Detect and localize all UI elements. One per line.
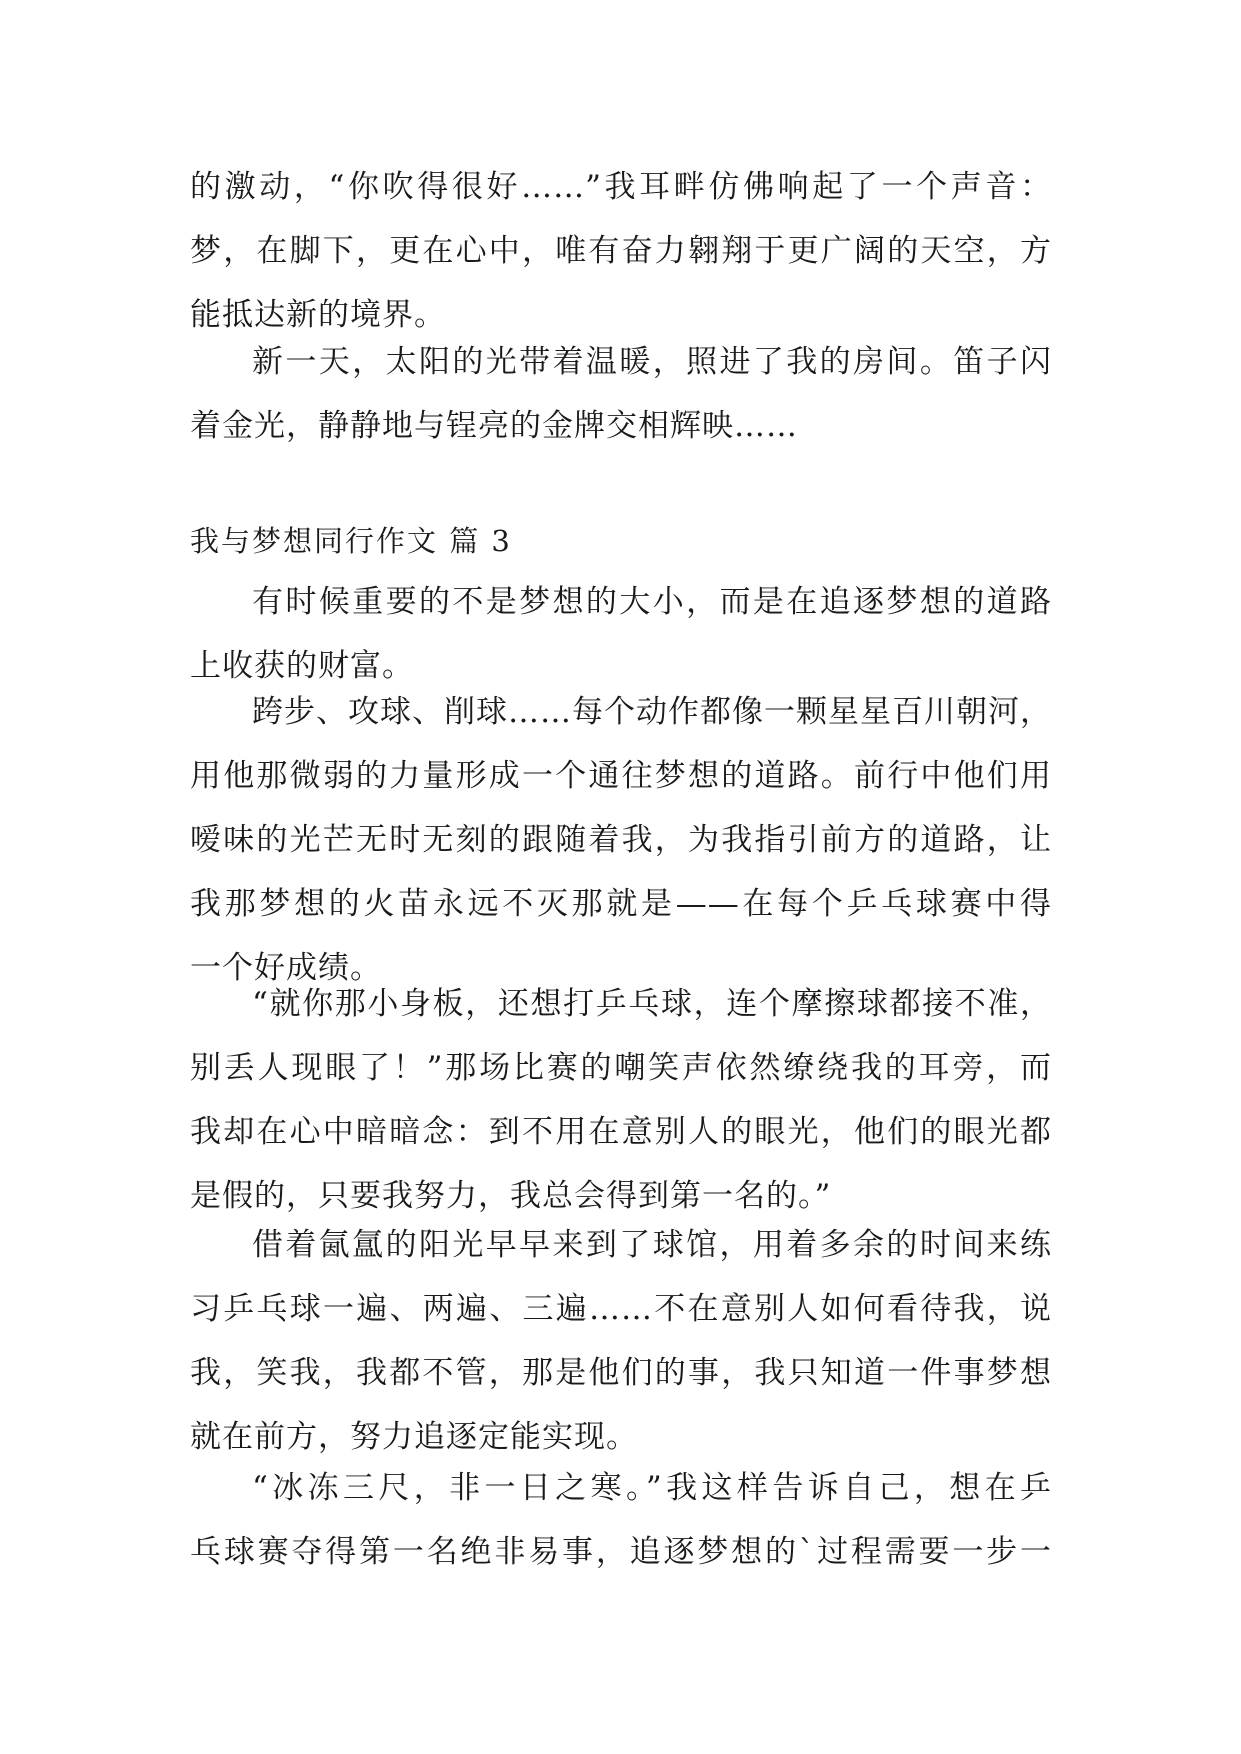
text-line: 乓球赛夺得第一名绝非易事，追逐梦想的`过程需要一步一 xyxy=(190,1534,1052,1570)
text-line: 有时候重要的不是梦想的大小，而是在追逐梦想的道路 xyxy=(252,584,1052,620)
essay-paragraph-5 xyxy=(190,1456,1052,1584)
text-line: 着金光，静静地与锃亮的金牌交相辉映…… xyxy=(190,408,798,444)
text-line: 就在前方，努力追逐定能实现。 xyxy=(190,1419,638,1455)
text-line: 跨步、攻球、削球……每个动作都像一颗星星百川朝河， xyxy=(252,694,1052,730)
essay-paragraph-1 xyxy=(190,570,1052,698)
paragraph-continuation xyxy=(190,155,1052,347)
text-line: 我却在心中暗暗念：到不用在意别人的眼光，他们的眼光都 xyxy=(190,1114,1052,1150)
text-line: “冰冻三尺，非一日之寒。”我这样告诉自己，想在乒 xyxy=(252,1470,1052,1506)
text-line: 的激动，“你吹得很好……”我耳畔仿佛响起了一个声音： xyxy=(190,169,1052,205)
text-line: 是假的，只要我努力，我总会得到第一名的。” xyxy=(190,1178,832,1214)
text-line: 新一天，太阳的光带着温暖，照进了我的房间。笛子闪 xyxy=(252,344,1052,380)
text-line: 别丢人现眼了！”那场比赛的嘲笑声依然缭绕我的耳旁，而 xyxy=(190,1050,1052,1086)
text-line: 上收获的财富。 xyxy=(190,648,414,684)
text-line: 梦，在脚下，更在心中，唯有奋力翱翔于更广阔的天空，方 xyxy=(190,233,1052,269)
essay-paragraph-2 xyxy=(190,680,1052,1000)
text-line: 嗳味的光芒无时无刻的跟随着我，为我指引前方的道路，让 xyxy=(190,822,1052,858)
text-line: 能抵达新的境界。 xyxy=(190,297,446,333)
text-line: 习乒乓球一遍、两遍、三遍……不在意别人如何看待我，说 xyxy=(190,1291,1052,1327)
text-line: 我那梦想的火苗永远不灭那就是——在每个乒乓球赛中得 xyxy=(190,886,1052,922)
text-line: 我，笑我，我都不管，那是他们的事，我只知道一件事梦想 xyxy=(190,1355,1052,1391)
paragraph-new-day xyxy=(190,330,1052,458)
text-line: 用他那微弱的力量形成一个通往梦想的道路。前行中他们用 xyxy=(190,758,1052,794)
essay-paragraph-3 xyxy=(190,972,1052,1228)
essay-title: 我与梦想同行作文 篇 3 xyxy=(190,524,512,558)
text-line: 借着氤氲的阳光早早来到了球馆，用着多余的时间来练 xyxy=(252,1227,1052,1263)
essay-title-block xyxy=(190,509,1052,573)
essay-paragraph-4 xyxy=(190,1213,1052,1469)
text-line: “就你那小身板，还想打乒乓球，连个摩擦球都接不准， xyxy=(252,986,1052,1022)
text-line: 一个好成绩。 xyxy=(190,950,382,986)
